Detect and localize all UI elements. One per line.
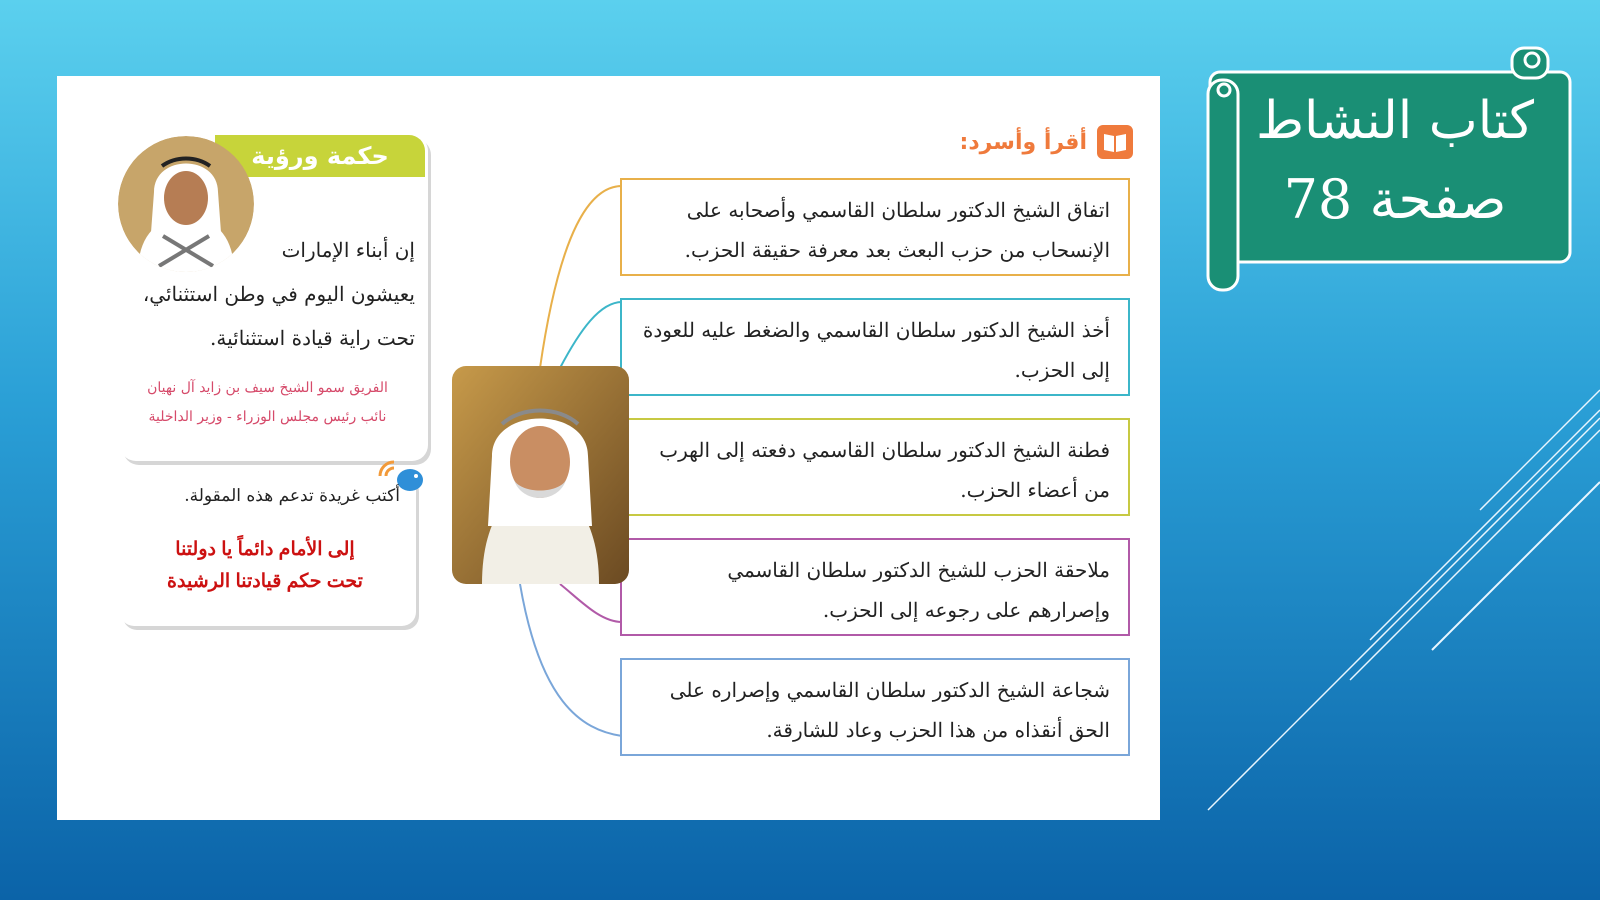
tweet-instruction: أكتب غريدة تدعم هذه المقولة.	[184, 486, 400, 506]
heading-text: أقرأ وأسرد:	[959, 129, 1087, 155]
statement-4: ملاحقة الحزب للشيخ الدكتور سلطان القاسمي وإصرارهم على رجوعه إلى الحزب.	[620, 538, 1130, 636]
attribution-line-1: الفريق سمو الشيخ سيف بن زايد آل نهيان	[147, 380, 388, 396]
quote-line-1: إن أبناء الإمارات	[281, 238, 415, 262]
sheikh-sultan-portrait	[452, 366, 629, 584]
book-icon	[1095, 123, 1135, 161]
tweet-answer	[130, 534, 400, 598]
statement-5: شجاعة الشيخ الدكتور سلطان القاسمي وإصراره على الحق أنقذاه من هذا الحزب وعاد للشارقة.	[620, 658, 1130, 756]
wisdom-title: حكمة ورؤية	[215, 135, 425, 177]
statement-2: أخذ الشيخ الدكتور سلطان القاسمي والضغط عليه للعودة إلى الحزب.	[620, 298, 1130, 396]
answer-line-1: إلى الأمام دائماً يا دولتنا	[175, 539, 355, 560]
attribution-line-2: نائب رئيس مجلس الوزراء - وزير الداخلية	[148, 409, 387, 425]
statement-1: اتفاق الشيخ الدكتور سلطان القاسمي وأصحابه على الإنسحاب من حزب البعث بعد معرفة حقيقة الحزب.	[620, 178, 1130, 276]
section-heading	[900, 122, 1135, 162]
banner-page-label: صفحة 78	[1283, 168, 1507, 231]
answer-line-2: تحت حكم قيادتنا الرشيدة	[167, 571, 363, 592]
wisdom-attribution	[120, 374, 415, 432]
statement-3: فطنة الشيخ الدكتور سلطان القاسمي دفعته إلى الهرب من أعضاء الحزب.	[620, 418, 1130, 516]
wisdom-quote	[110, 228, 415, 360]
banner-title: كتاب النشاط	[1255, 91, 1535, 151]
quote-line-3: تحت راية قيادة استثنائية.	[210, 326, 415, 350]
quote-line-2: يعيشون اليوم في وطن استثنائي،	[142, 282, 415, 306]
